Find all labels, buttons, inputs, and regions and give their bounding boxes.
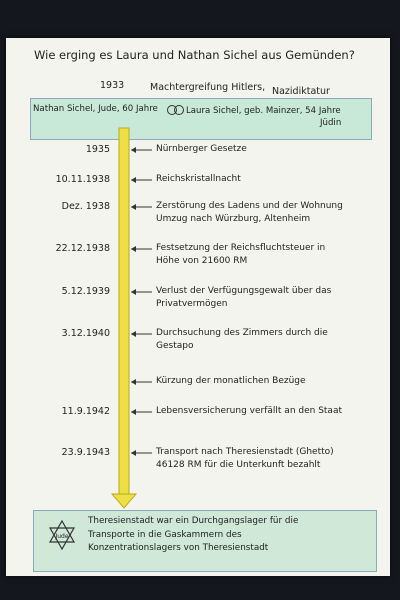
timeline-event-line: Nürnberger Gesetze: [156, 144, 247, 154]
star-label: Jude: [55, 533, 69, 540]
timeline-event-line: Privatvermögen: [156, 299, 228, 310]
tick-arrow-head: [131, 147, 136, 153]
tick-arrow-head: [131, 289, 136, 295]
tick-arrow-head: [131, 450, 136, 456]
timeline-date: 3.12.1940: [61, 328, 110, 339]
timeline-event-line: Gestapo: [156, 341, 194, 352]
intro-event-2: Nazidiktatur: [272, 86, 330, 97]
intro-year: 1933: [100, 80, 125, 91]
timeline-event-line: Höhe von 21600 RM: [156, 256, 248, 267]
timeline-event: [156, 242, 381, 268]
tick-arrow-head: [131, 177, 136, 183]
footer-line: Konzentrationslagers von Theresienstadt: [88, 543, 269, 554]
tick-arrow-head: [131, 409, 136, 415]
timeline-date: 23.9.1943: [61, 447, 110, 458]
footer-line: Theresienstadt war ein Durchgangslager für die: [88, 516, 299, 526]
timeline-shaft: [119, 128, 129, 496]
timeline-event: [156, 446, 381, 472]
timeline-event-line: Lebensversicherung verfällt an den Staat: [156, 406, 342, 416]
timeline-event-line: Verlust der Verfügungsgewalt über das: [156, 286, 332, 296]
timeline-event: [156, 173, 381, 186]
timeline-event-line: Umzug nach Würzburg, Altenheim: [156, 214, 311, 225]
footer-text: [88, 515, 358, 556]
timeline-event: [156, 285, 381, 311]
timeline-event-line: Durchsuchung des Zimmers durch die: [156, 328, 328, 338]
timeline-event-line: Zerstörung des Ladens und der Wohnung: [156, 201, 343, 211]
timeline-event: [156, 375, 381, 388]
intro-event: Machtergreifung Hitlers,: [150, 82, 266, 93]
person-laura: Laura Sichel, geb. Mainzer, 54 Jahre: [186, 106, 341, 116]
person-nathan: Nathan Sichel, Jude, 60 Jahre: [33, 104, 158, 114]
timeline-event-line: Kürzung der monatlichen Bezüge: [156, 376, 306, 386]
person-laura-tail: Jüdin: [320, 118, 342, 128]
timeline-event-line: Festsetzung der Reichsfluchtsteuer in: [156, 243, 326, 253]
timeline-date: 5.12.1939: [61, 286, 110, 297]
timeline-date: 1935: [85, 144, 110, 155]
footer-line: Transporte in die Gaskammern des: [88, 529, 242, 540]
timeline-date: 10.11.1938: [55, 174, 110, 185]
tick-arrow-head: [131, 379, 136, 385]
timeline-event: [156, 405, 381, 418]
timeline-event: [156, 200, 381, 226]
poster-title: Wie erging es Laura und Nathan Sichel aus Gemünden?: [34, 48, 355, 62]
timeline-date: Dez. 1938: [61, 201, 110, 212]
tick-arrow-head: [131, 204, 136, 210]
timeline-date: 22.12.1938: [55, 243, 110, 254]
timeline-tick-arrows: [131, 147, 152, 456]
tick-arrow-head: [131, 246, 136, 252]
star-of-david-icon: [45, 518, 79, 552]
timeline-event-line: 46128 RM für die Unterkunft bezahlt: [156, 460, 321, 471]
timeline-date: 11.9.1942: [61, 406, 110, 417]
timeline-event-line: Reichskristallnacht: [156, 174, 241, 184]
timeline-arrowhead: [112, 494, 136, 508]
timeline-event-line: Transport nach Theresienstadt (Ghetto): [156, 447, 334, 457]
timeline-event: [156, 327, 381, 353]
timeline-event: [156, 143, 381, 156]
tick-arrow-head: [131, 331, 136, 337]
